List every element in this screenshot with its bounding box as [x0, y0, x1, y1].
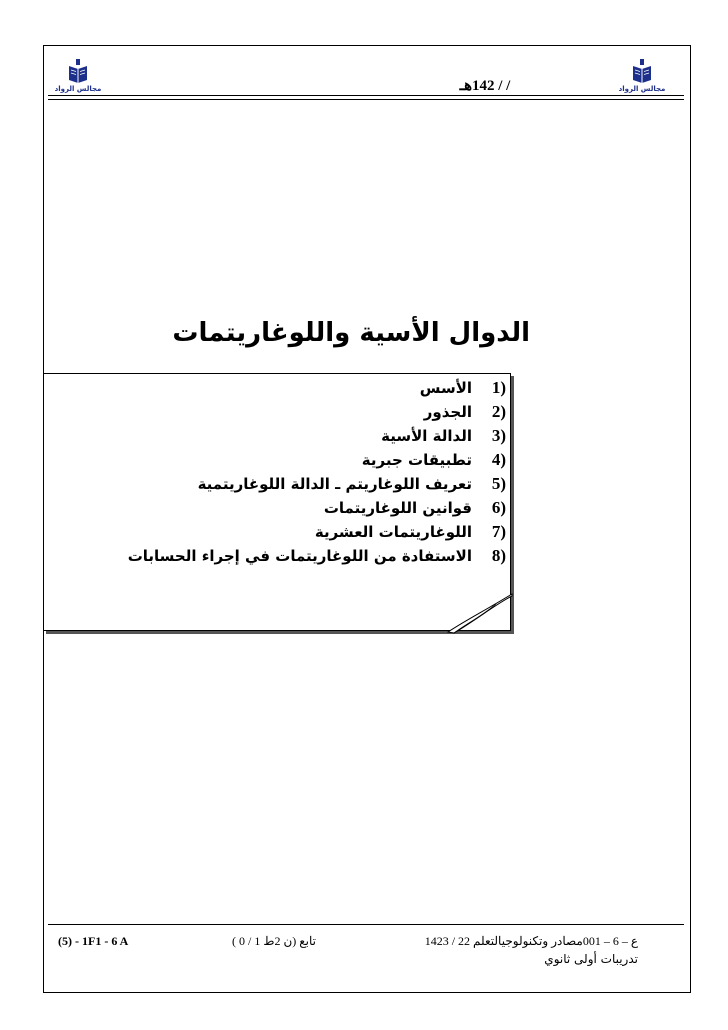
list-item: [60, 472, 512, 496]
logo-right: [612, 58, 672, 100]
page-title: الدوال الأسية واللوغاريتمات: [172, 318, 530, 348]
list-item: [60, 520, 512, 544]
logo-left: [48, 58, 108, 100]
footer-continuation: تابع (ن 2ط 1 / 0 ): [232, 934, 316, 948]
book-emblem-icon: [67, 58, 89, 84]
list-item: [60, 376, 512, 400]
topic-number: (1: [491, 378, 506, 397]
topic-text: الاستفادة من اللوغاريتمات في إجراء الحسابات: [127, 547, 472, 565]
topic-number: (7: [491, 522, 506, 541]
topic-text: الأسس: [419, 379, 472, 397]
topics-list: [60, 376, 512, 568]
topic-number: (8: [491, 546, 506, 565]
page-curl-icon: [446, 590, 514, 634]
list-item: [60, 448, 512, 472]
topic-text: تطبيقات جبرية: [361, 451, 472, 469]
header-rule: [48, 95, 684, 96]
logo-text: مجالس الرواد: [54, 85, 102, 93]
topic-text: الجذور: [423, 403, 472, 421]
topic-text: قوانين اللوغاريتمات: [323, 499, 472, 517]
header-rule: [48, 99, 684, 100]
topic-text: تعريف اللوغاريتم ـ الدالة اللوغاريتمية: [197, 475, 472, 493]
footer-course-code: ع – 6 – 001مصادر وتكنولوجيالتعلم 22 / 1423: [424, 934, 638, 948]
topic-number: (5: [491, 474, 506, 493]
list-item: [60, 496, 512, 520]
footer-subtitle: تدريبات أولى ثانوي: [544, 952, 638, 966]
book-emblem-icon: [631, 58, 653, 84]
topic-number: (3: [491, 426, 506, 445]
date-field: / / 142هـ: [459, 78, 511, 94]
footer-rule: [48, 924, 684, 925]
list-item: [60, 424, 512, 448]
topic-number: (2: [491, 402, 506, 421]
logo-text: مجالس الرواد: [618, 85, 666, 93]
topic-number: (4: [491, 450, 506, 469]
topic-number: (6: [491, 498, 506, 517]
topic-text: الدالة الأسية: [381, 427, 472, 445]
footer-page-code: (5) - 1F1 - 6 A: [58, 934, 129, 948]
topic-text: اللوغاريتمات العشرية: [314, 523, 472, 541]
list-item: [60, 544, 512, 568]
list-item: [60, 400, 512, 424]
